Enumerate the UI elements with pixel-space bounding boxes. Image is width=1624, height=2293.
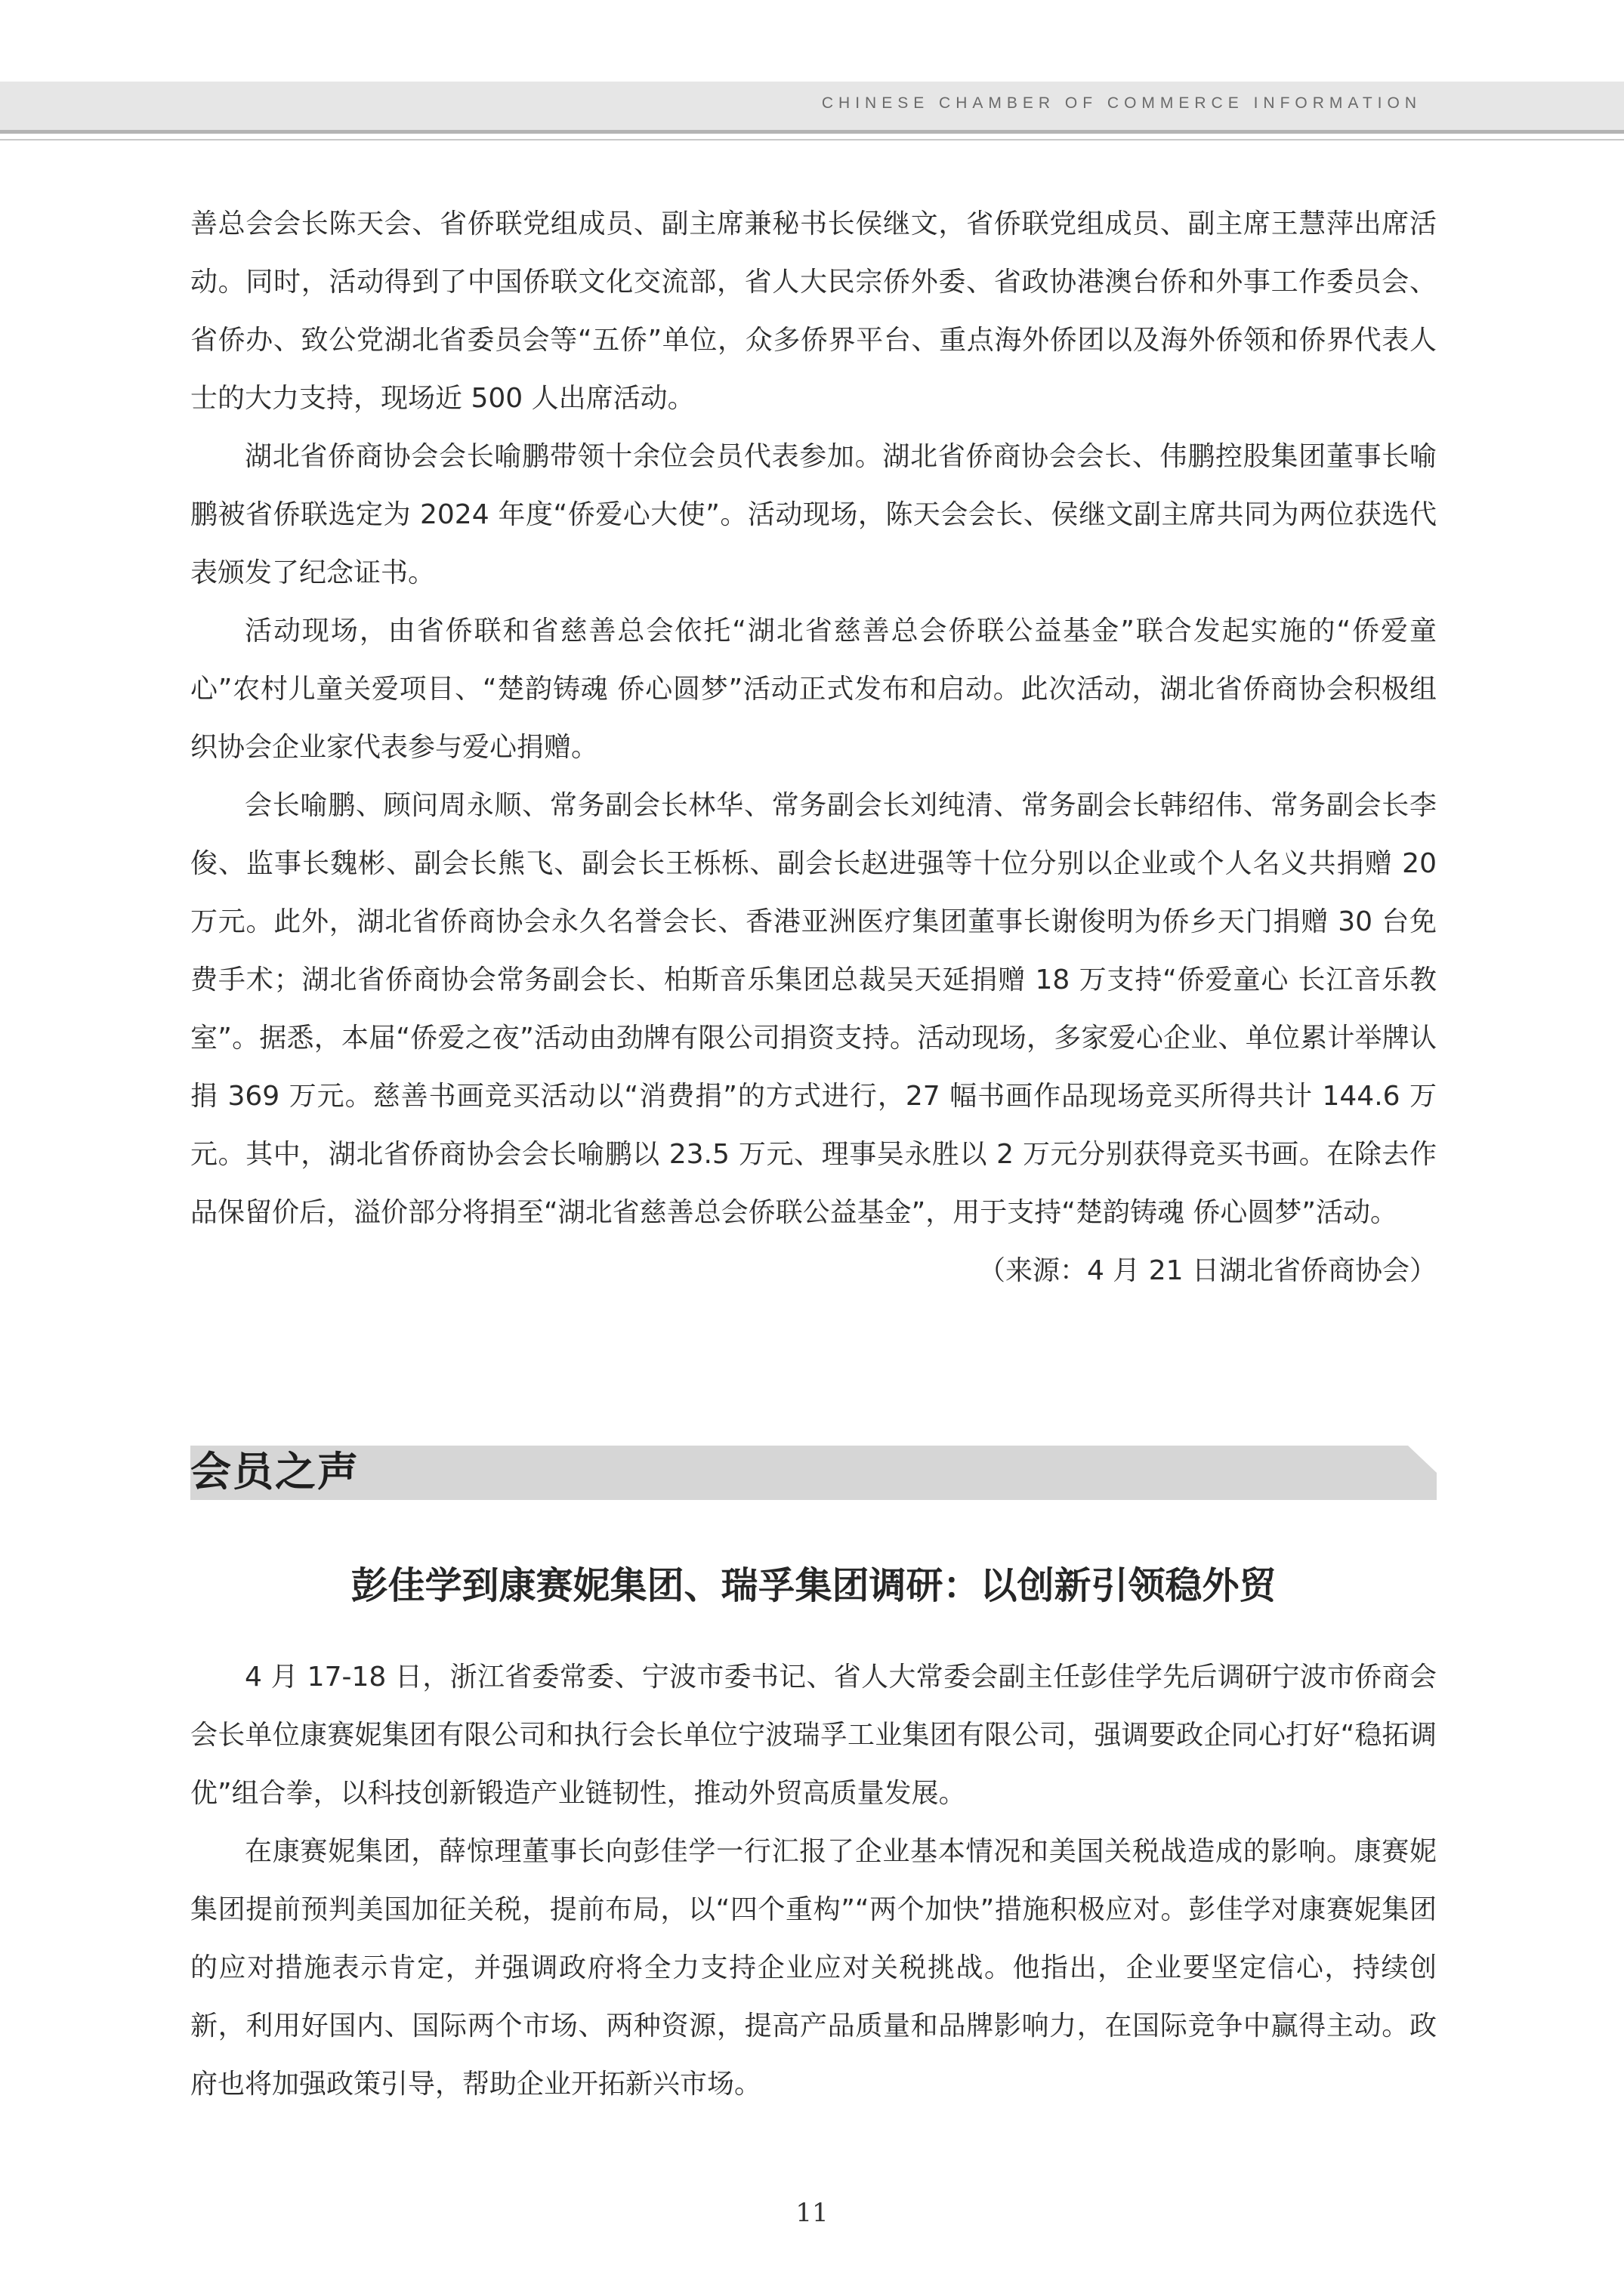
section-banner (190, 1446, 1437, 1500)
article-headline: 彭佳学到康赛妮集团、瑞孚集团调研：以创新引领稳外贸 (350, 1564, 1277, 1607)
paragraph: 活动现场，由省侨联和省慈善总会依托“湖北省慈善总会侨联公益基金”联合发起实施的“侨爱童心”农村儿童关爱项目、“楚韵铸魂 侨心圆梦”活动正式发布和启动。此次活动，湖北省侨商协会积极组织协会企业家代表参与爱心捐赠。 (190, 616, 1437, 763)
publication-name: CHINESE CHAMBER OF COMMERCE INFORMATION (821, 94, 1422, 112)
header-divider-thin (0, 139, 1624, 140)
source-citation: （来源：4 月 21 日湖北省侨商协会） (977, 1255, 1437, 1286)
article-continued (190, 195, 1437, 1300)
article-body (190, 1648, 1437, 2113)
page-number: 11 (795, 2198, 829, 2228)
header-divider (0, 130, 1624, 134)
paragraph: 会长喻鹏、顾问周永顺、常务副会长林华、常务副会长刘纯清、常务副会长韩绍伟、常务副会长李俊、监事长魏彬、副会长熊飞、副会长王栎栎、副会长赵进强等十位分别以企业或个人名义共捐赠 20 万元。此外，湖北省侨商协会永久名誉会长、香港亚洲医疗集团董事长谢俊明为侨乡天门捐赠 30 台免费手术；湖北省侨商协会常务副会长、柏斯音乐集团总裁吴天延捐赠 18 万支持“侨爱童心 长江音乐教室”。据悉，本届“侨爱之夜”活动由劲牌有限公司捐资支持。活动现场，多家爱心企业、单位累计举牌认捐 369 万元。慈善书画竞买活动以“消费捐”的方式进行，27 幅书画作品现场竞买所得共计 144.6 万元。其中，湖北省侨商协会会长喻鹏以 23.5 万元、理事吴永胜以 2 万元分别获得竞买书画。在除去作品保留价后，溢价部分将捐至“湖北省慈善总会侨联公益基金”，用于支持“楚韵铸魂 侨心圆梦”活动。 (190, 790, 1437, 1228)
paragraph: 4 月 17-18 日，浙江省委常委、宁波市委书记、省人大常委会副主任彭佳学先后调研宁波市侨商会会长单位康赛妮集团有限公司和执行会长单位宁波瑞孚工业集团有限公司，强调要政企同心打好“稳拓调优”组合拳，以科技创新锻造产业链韧性，推动外贸高质量发展。 (190, 1662, 1437, 1809)
paragraph: 善总会会长陈天会、省侨联党组成员、副主席兼秘书长侯继文，省侨联党组成员、副主席王慧萍出席活动。同时，活动得到了中国侨联文化交流部，省人大民宗侨外委、省政协港澳台侨和外事工作委员会、省侨办、致公党湖北省委员会等“五侨”单位，众多侨界平台、重点海外侨团以及海外侨领和侨界代表人士的大力支持，现场近 500 人出席活动。 (190, 208, 1437, 414)
section-title: 会员之声 (190, 1447, 360, 1495)
paragraph: 湖北省侨商协会会长喻鹏带领十余位会员代表参加。湖北省侨商协会会长、伟鹏控股集团董事长喻鹏被省侨联选定为 2024 年度“侨爱心大使”。活动现场，陈天会会长、侯继文副主席共同为两位获选代表颁发了纪念证书。 (190, 441, 1437, 588)
paragraph: 在康赛妮集团，薛惊理董事长向彭佳学一行汇报了企业基本情况和美国关税战造成的影响。康赛妮集团提前预判美国加征关税，提前布局，以“四个重构”“两个加快”措施积极应对。彭佳学对康赛妮集团的应对措施表示肯定，并强调政府将全力支持企业应对关税挑战。他指出，企业要坚定信心，持续创新，利用好国内、国际两个市场、两种资源，提高产品质量和品牌影响力，在国际竞争中赢得主动。政府也将加强政策引导，帮助企业开拓新兴市场。 (190, 1836, 1437, 2100)
